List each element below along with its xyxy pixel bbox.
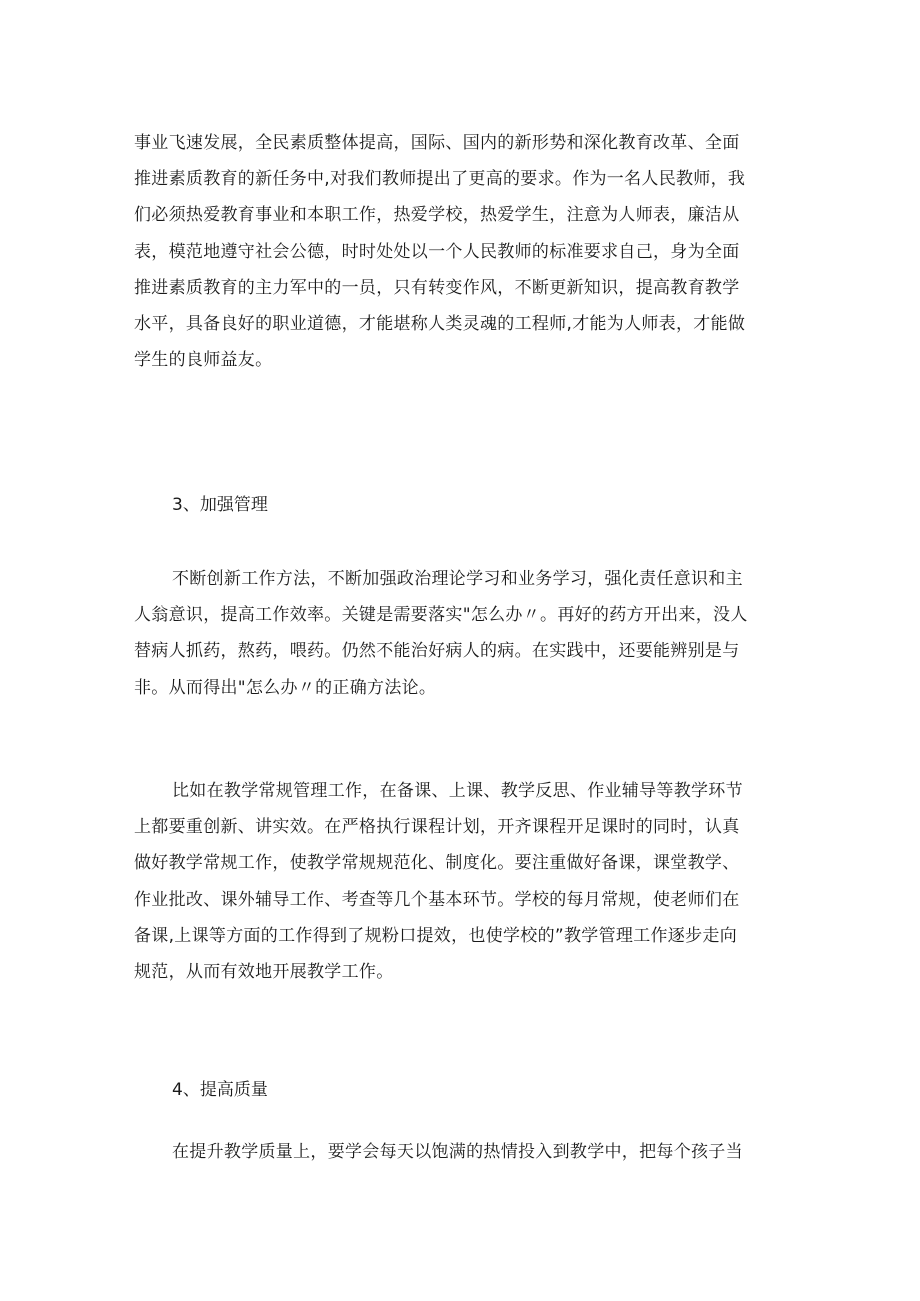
paragraph-2: [134, 561, 794, 706]
paragraph-line: 水平，具备良好的职业道德，才能堪称人类灵魂的工程师,才能为人师表，才能做: [134, 314, 746, 335]
paragraph-line: 备课,上课等方面的工作得到了规粉口提效，也使学校的”教学管理工作逐步走向: [134, 925, 738, 946]
paragraph-line: 上都要重创新、讲实效。在严格执行课程计划，开齐课程开足课时的同时，认真: [134, 817, 740, 838]
paragraph-line: 非。从而得出"怎么办〃的正确方法论。: [134, 677, 437, 698]
paragraph-line: 事业飞速发展，全民素质整体提高，国际、国内的新形势和深化教育改革、全面: [134, 133, 740, 153]
paragraph-line: 们必须热爱教育事业和本职工作，热爱学校，热爱学生，注意为人师表，廉洁从: [134, 205, 740, 226]
paragraph-line: 比如在教学常规管理工作，在备课、上课、教学反思、作业辅导等教学环节: [172, 781, 743, 801]
paragraph-line: 推进素质教育的主力军中的一员，只有转变作风，不断更新知识，提高教育教学: [134, 277, 740, 298]
paragraph-3: [134, 773, 794, 990]
paragraph-line: 在提升教学质量上，要学会每天以饱满的热情投入到教学中，把每个孩子当: [172, 1142, 743, 1162]
paragraph-line: 人翁意识，提高工作效率。关键是需要落实"怎么办〃。再好的药方开出来，没人: [134, 605, 748, 626]
section-heading-4: 4、提高质量: [172, 1080, 268, 1100]
paragraph-line: 作业批改、课外辅导工作、考查等几个基本环节。学校的每月常规，使老师们在: [134, 889, 740, 910]
paragraph-line: 替病人抓药，熬药，喂药。仍然不能治好病人的病。在实践中，还要能辨别是与: [134, 641, 740, 662]
paragraph-line: 规范，从而有效地开展教学工作。: [134, 962, 394, 983]
section-heading-3: 3、加强管理: [172, 495, 268, 515]
paragraph-1: [134, 125, 794, 378]
paragraph-line: 表，模范地遵守社会公德，时时处处以一个人民教师的标准要求自己，身为全面: [134, 241, 740, 262]
paragraph-line: 做好教学常规工作，使教学常规规范化、制度化。要注重做好备课，课堂教学、: [134, 853, 740, 874]
paragraph-line: 推进素质教育的新任务中,对我们教师提出了更高的要求。作为一名人民教师，我: [134, 169, 746, 190]
paragraph-line: 学生的良师益友。: [134, 350, 273, 371]
paragraph-line: 不断创新工作方法，不断加强政治理论学习和业务学习，强化责任意识和主: [172, 569, 743, 589]
paragraph-4: [134, 1134, 794, 1170]
